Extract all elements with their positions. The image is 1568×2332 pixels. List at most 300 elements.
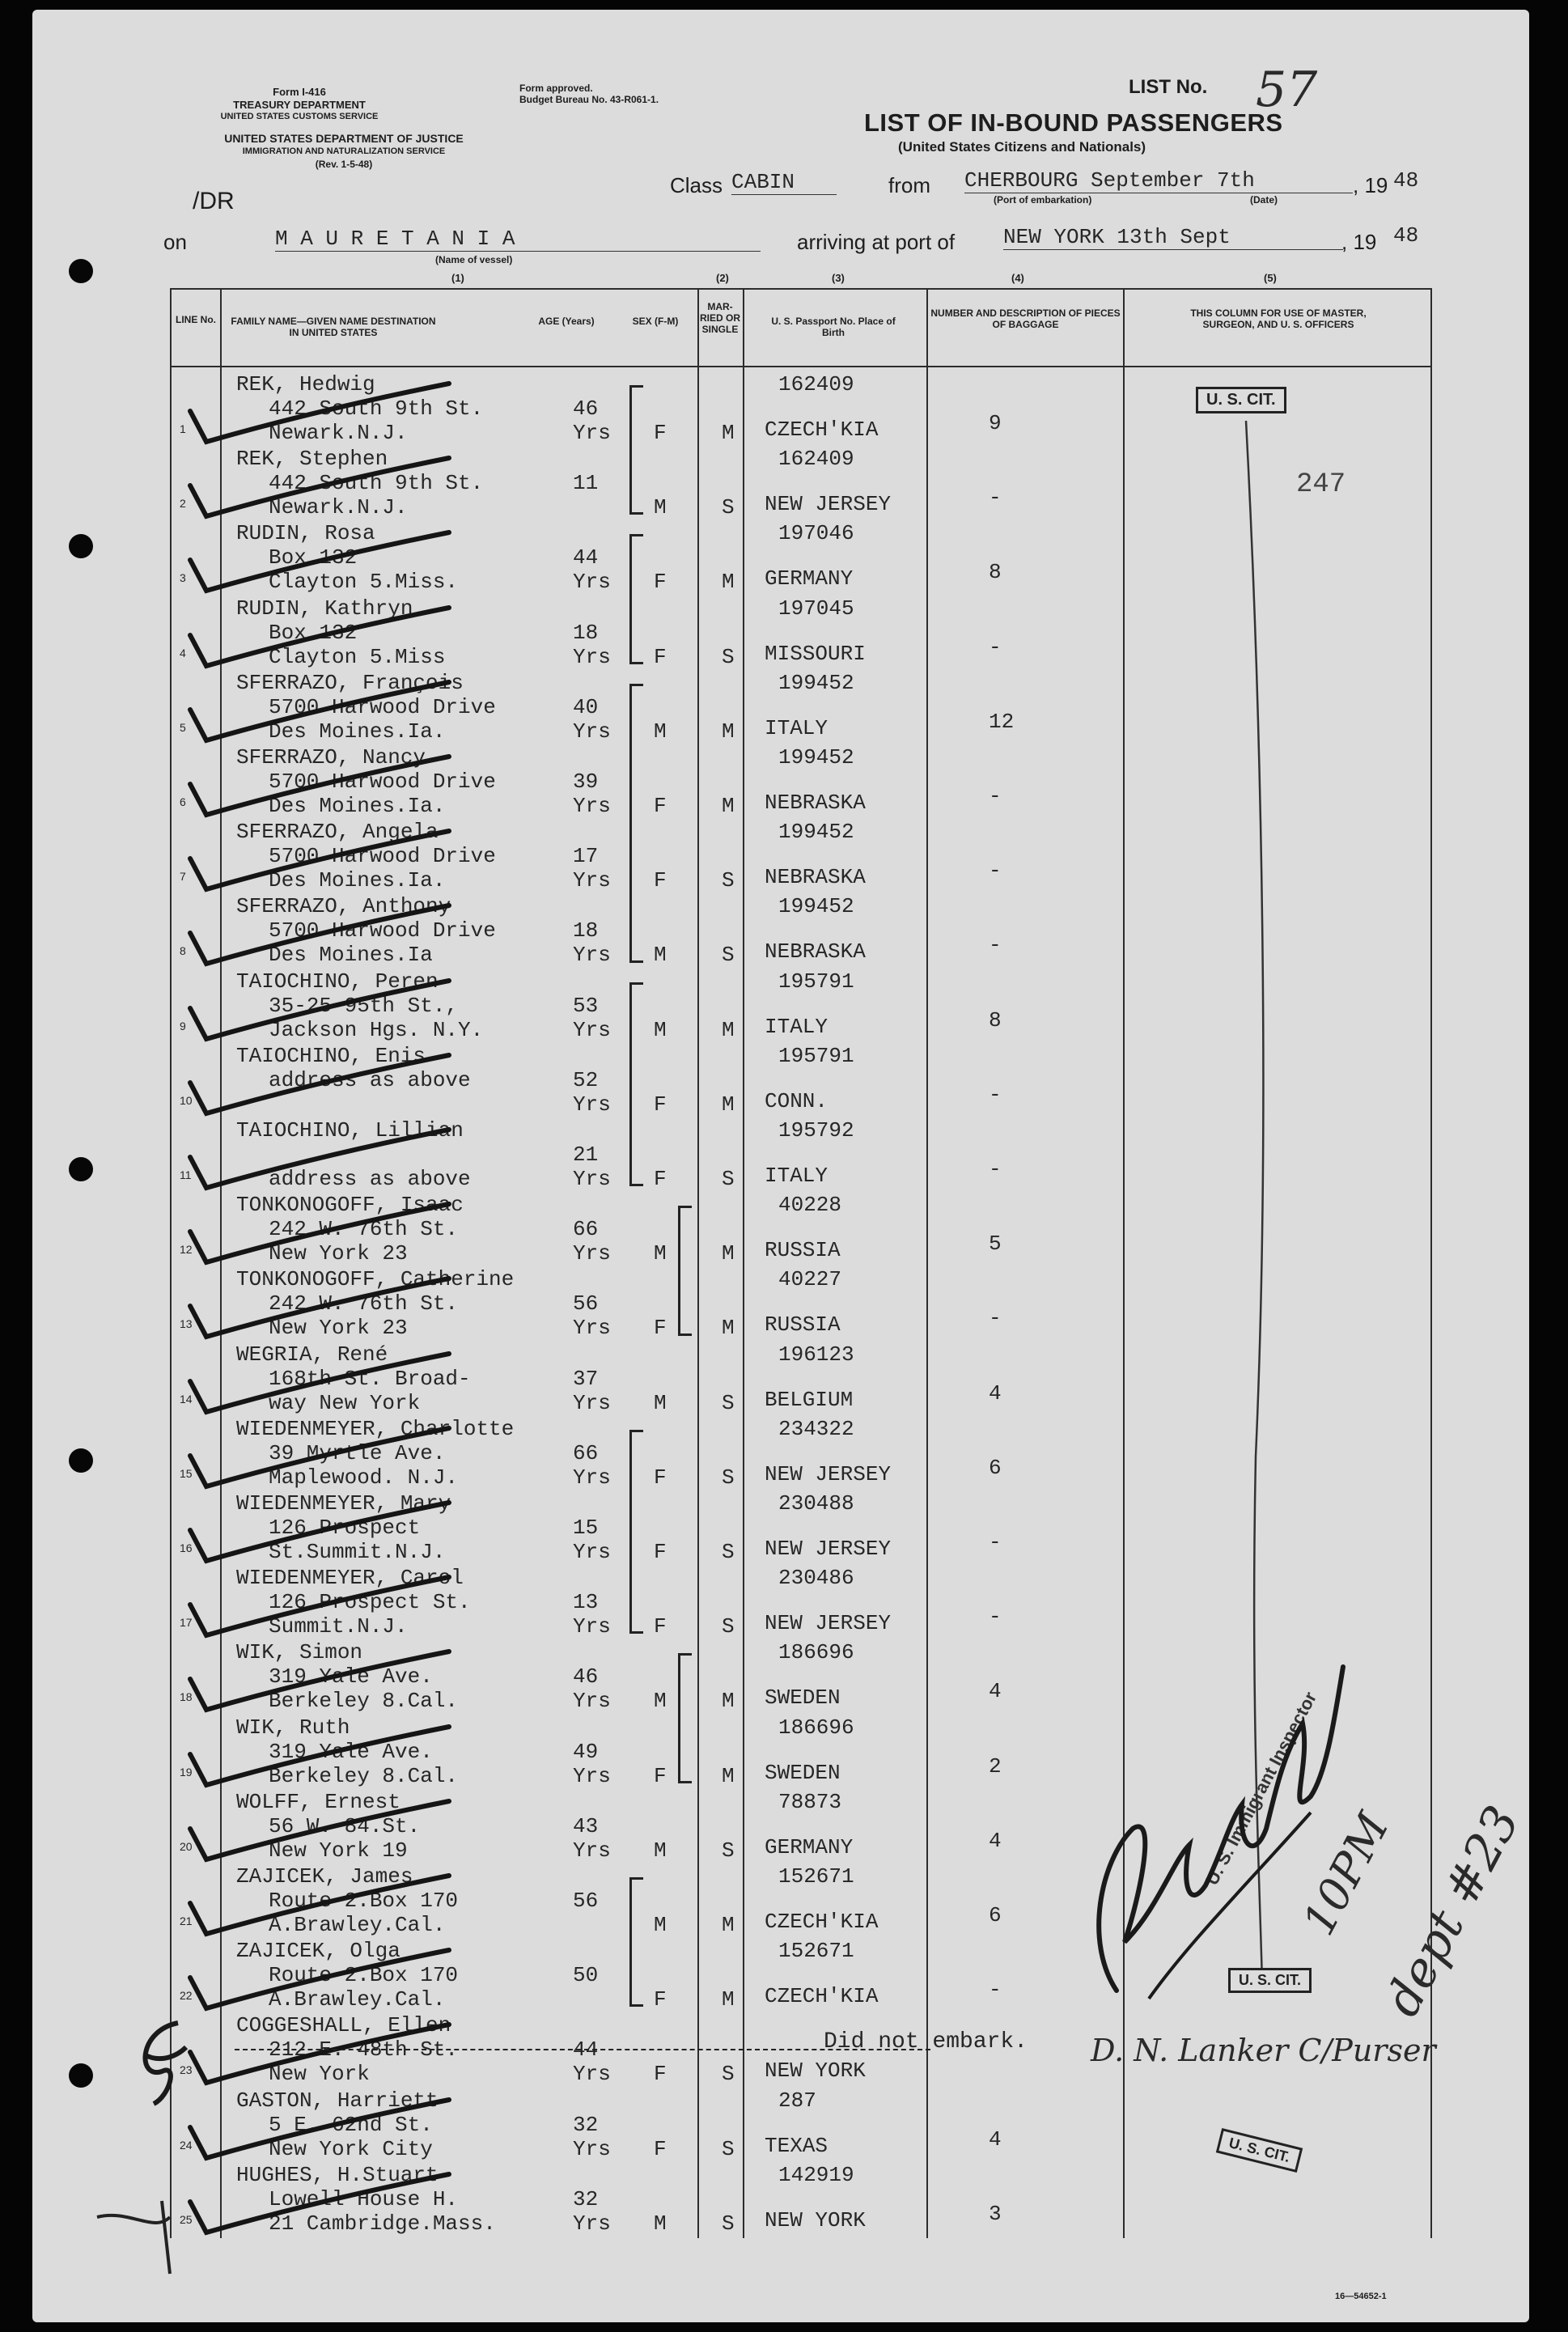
baggage-count: 9 <box>989 411 1002 435</box>
line-number: 4 <box>180 646 186 659</box>
age-unit: Yrs <box>573 421 611 445</box>
place-of-birth: GERMANY <box>765 566 854 591</box>
baggage-count: - <box>989 1306 1002 1331</box>
passenger-name: TONKONOGOFF, Isaac <box>236 1193 464 1218</box>
baggage-count: - <box>989 784 1002 808</box>
punch-hole <box>69 1448 93 1473</box>
place-of-birth: NEW JERSEY <box>765 1611 892 1636</box>
col-header-name: FAMILY NAME—GIVEN NAME DESTINATION IN UNITED STATES <box>231 316 436 338</box>
port-embark-caption: (Port of embarkation) <box>994 194 1092 206</box>
check-mark <box>174 1125 465 1198</box>
on-label: on <box>163 230 187 254</box>
age-unit: Yrs <box>573 2211 611 2236</box>
marital-status: M <box>722 719 735 744</box>
check-mark <box>174 1050 465 1123</box>
line-number: 6 <box>180 795 186 808</box>
col-header-married: MAR-RIED OR SINGLE <box>699 301 740 335</box>
marital-status: M <box>722 1241 735 1266</box>
marital-status: S <box>722 2211 735 2236</box>
check-mark <box>174 1498 465 1571</box>
baggage-count: 8 <box>989 560 1002 585</box>
col-header-officers: THIS COLUMN FOR USE OF MASTER, SURGEON, AND U. S. OFFICERS <box>1190 307 1367 330</box>
check-mark <box>174 1796 465 1869</box>
check-mark <box>174 1945 465 2018</box>
address-line: Des Moines.Ia. <box>269 794 446 818</box>
col-divider <box>697 290 699 2238</box>
line-number: 12 <box>180 1243 193 1257</box>
passenger-name: REK, Stephen <box>236 447 388 472</box>
age: 15 <box>573 1516 599 1540</box>
check-mark <box>174 1423 465 1496</box>
line-number: 14 <box>180 1392 193 1406</box>
age: 17 <box>573 844 599 869</box>
address-line: address as above <box>269 1067 471 1092</box>
passport-number: 152671 <box>778 1939 854 1964</box>
passport-number: 199452 <box>778 820 854 845</box>
age: 43 <box>573 1813 599 1838</box>
passenger-name: SFERRAZO, Angela <box>236 820 439 845</box>
col-header-sex: SEX (F-M) <box>632 316 679 327</box>
line-number: 18 <box>180 1690 193 1704</box>
check-mark <box>174 1871 465 1944</box>
baggage-count: - <box>989 859 1002 884</box>
marital-status: M <box>722 1763 735 1788</box>
address-line: 5700 Harwood Drive <box>269 770 496 794</box>
address-line: New York 23 <box>269 1241 408 1266</box>
passport-number: 195792 <box>778 1118 854 1143</box>
line-number: 13 <box>180 1317 193 1331</box>
age: 46 <box>573 1664 599 1690</box>
line-number: 10 <box>180 1093 193 1107</box>
sex: F <box>654 2136 667 2161</box>
check-mark <box>174 752 465 825</box>
check-mark <box>174 528 465 600</box>
family-bracket <box>629 534 643 664</box>
family-bracket <box>678 1653 692 1783</box>
passport-number: 195791 <box>778 1043 854 1068</box>
address-line: A.Brawley.Cal. <box>269 1913 446 1937</box>
check-mark <box>174 453 465 526</box>
justice-dept: UNITED STATES DEPARTMENT OF JUSTICE <box>224 132 464 145</box>
age: 11 <box>573 471 599 496</box>
address-line: Route 2.Box 170 <box>269 1963 459 1988</box>
sex: F <box>654 1167 667 1191</box>
passport-number: 40227 <box>778 1267 842 1292</box>
check-mark <box>174 1572 465 1645</box>
place-of-birth: NEW JERSEY <box>765 492 892 517</box>
us-cit-stamp: U. S. CIT. <box>1196 387 1286 413</box>
check-mark <box>174 2095 465 2168</box>
passenger-name: GASTON, Harriett <box>236 2088 439 2113</box>
line-number: 9 <box>180 1019 186 1032</box>
age: 46 <box>573 396 599 421</box>
place-of-birth: RUSSIA <box>765 1312 841 1338</box>
address-line: way New York <box>269 1390 421 1415</box>
sex: M <box>654 943 667 968</box>
passenger-name: WIK, Simon <box>236 1640 363 1665</box>
check-mark <box>174 1199 465 1272</box>
list-no-value: 57 <box>1256 61 1318 118</box>
passport-number: 162409 <box>778 447 854 472</box>
place-of-birth: TEXAS <box>765 2133 828 2158</box>
col-num-3: (3) <box>832 272 845 284</box>
address-line: 242 W. 76th St. <box>269 1217 459 1242</box>
address-line: 212 E. 48th St. <box>269 2037 459 2063</box>
age: 49 <box>573 1739 599 1764</box>
baggage-count: 8 <box>989 1007 1002 1032</box>
address-line: 35-25 95th St., <box>269 993 459 1018</box>
footer-code: 16—54652-1 <box>1335 2292 1387 2301</box>
age-unit: Yrs <box>573 1540 611 1564</box>
place-of-birth: CZECH'KIA <box>765 1910 879 1934</box>
marital-status: M <box>722 1987 735 2012</box>
age: 32 <box>573 2186 599 2211</box>
address-line: New York City <box>269 2136 433 2161</box>
marital-status: M <box>722 570 735 595</box>
purser-note: D. N. Lanker C/Purser <box>1091 2033 1436 2068</box>
marital-status: S <box>722 1167 735 1191</box>
age-unit: Yrs <box>573 794 611 818</box>
baggage-count: 4 <box>989 2126 1002 2152</box>
age-unit: Yrs <box>573 644 611 669</box>
place-of-birth: MISSOURI <box>765 641 866 666</box>
from-year-prefix: , 19 <box>1353 173 1388 197</box>
passport-number: 199452 <box>778 745 854 770</box>
line-number: 11 <box>180 1168 192 1181</box>
line-number: 24 <box>180 2138 193 2152</box>
address-line: 5700 Harwood Drive <box>269 694 496 719</box>
passenger-name: WOLFF, Ernest <box>236 1789 400 1814</box>
passport-number: 195791 <box>778 969 854 994</box>
address-line: 21 Cambridge.Mass. <box>269 2211 496 2236</box>
line-number: 22 <box>180 1989 193 2003</box>
place-of-birth: NEBRASKA <box>765 865 866 890</box>
age: 21 <box>573 1143 599 1167</box>
baggage-count: - <box>989 1978 1002 2003</box>
baggage-count: 6 <box>989 1455 1002 1480</box>
table-top-rule <box>170 288 1432 290</box>
list-no-label: LIST No. <box>1129 76 1208 98</box>
address-line: 39 Myrtle Ave. <box>269 1440 446 1465</box>
age-unit: Yrs <box>573 2136 611 2161</box>
col-divider <box>926 290 928 2238</box>
margin-mark <box>81 2185 194 2282</box>
marital-status: S <box>722 2136 735 2161</box>
address-line: address as above <box>269 1167 471 1191</box>
passport-number: 230488 <box>778 1491 854 1516</box>
check-mark <box>174 976 465 1049</box>
col-header-line: LINE No. <box>176 314 216 325</box>
passenger-name: ZAJICEK, James <box>236 1864 413 1889</box>
age: 56 <box>573 1889 599 1913</box>
check-mark <box>174 826 465 899</box>
dr-note: /DR <box>193 188 235 214</box>
address-line: A.Brawley.Cal. <box>269 1987 446 2012</box>
sex: F <box>654 1316 667 1341</box>
passport-number: 142919 <box>778 2162 854 2187</box>
sex: M <box>654 1390 667 1415</box>
line-number: 5 <box>180 720 186 734</box>
line-number: 25 <box>180 2212 193 2226</box>
address-line: Berkeley 8.Cal. <box>269 1689 459 1714</box>
marital-status: S <box>722 1540 735 1564</box>
sex: M <box>654 1838 667 1863</box>
passport-number: 234322 <box>778 1416 854 1441</box>
family-bracket <box>678 1206 692 1335</box>
age: 50 <box>573 1963 599 1988</box>
place-of-birth: CONN. <box>765 1088 828 1113</box>
baggage-count: 2 <box>989 1753 1002 1779</box>
address-line: Newark.N.J. <box>269 495 408 520</box>
passenger-name: WIEDENMEYER, Mary <box>236 1491 451 1516</box>
address-line: 5700 Harwood Drive <box>269 918 496 943</box>
passenger-name: WIK, Ruth <box>236 1715 350 1740</box>
treasury-dept: TREASURY DEPARTMENT <box>233 99 366 111</box>
class-label: Class <box>670 173 723 197</box>
age: 37 <box>573 1366 599 1391</box>
place-of-birth: GERMANY <box>765 1834 854 1859</box>
inspector-caption: U. S. Immigrant Inspector <box>1201 1688 1321 1889</box>
address-line: 5700 Harwood Drive <box>269 844 496 869</box>
baggage-count: - <box>989 634 1002 659</box>
sex: F <box>654 570 667 595</box>
age: 40 <box>573 694 599 719</box>
sex: M <box>654 2211 667 2236</box>
baggage-count: - <box>989 1157 1002 1181</box>
sex: F <box>654 794 667 818</box>
address-line: Des Moines.Ia. <box>269 868 446 893</box>
baggage-count: 3 <box>989 2201 1002 2226</box>
marital-status: M <box>722 1913 735 1937</box>
passenger-name: SFERRAZO, Nancy <box>236 745 426 770</box>
marital-status: S <box>722 1838 735 1863</box>
punch-hole <box>69 1157 93 1181</box>
place-of-birth: NEW YORK <box>765 2207 866 2232</box>
manifest-title: LIST OF IN-BOUND PASSENGERS <box>864 108 1283 137</box>
age-unit: Yrs <box>573 943 611 968</box>
address-line: 126 Prospect St. <box>269 1590 471 1615</box>
place-of-birth: ITALY <box>765 1164 828 1188</box>
ins-service: IMMIGRATION AND NATURALIZATION SERVICE <box>242 146 446 156</box>
place-of-birth: CZECH'KIA <box>765 418 879 442</box>
passenger-name: WIEDENMEYER, Charlotte <box>236 1416 515 1441</box>
sex: F <box>654 868 667 893</box>
col-num-5: (5) <box>1264 272 1277 284</box>
marital-status: M <box>722 794 735 818</box>
passport-number: 186696 <box>778 1715 854 1740</box>
sex: M <box>654 1913 667 1937</box>
passenger-name: SFERRAZO, Anthony <box>236 894 451 919</box>
age-unit: Yrs <box>573 1316 611 1341</box>
line-number: 7 <box>180 870 186 884</box>
line-number: 17 <box>180 1616 193 1630</box>
address-line: Berkeley 8.Cal. <box>269 1763 459 1788</box>
dept-note: dept #23 <box>1374 1796 1532 2025</box>
address-line: Clayton 5.Miss <box>269 644 446 669</box>
age-unit: Yrs <box>573 1838 611 1863</box>
marital-status: M <box>722 1316 735 1341</box>
marital-status: S <box>722 868 735 893</box>
place-of-birth: NEW JERSEY <box>765 1537 892 1561</box>
address-line: Des Moines.Ia. <box>269 719 446 744</box>
sex: F <box>654 1465 667 1490</box>
age-unit: Yrs <box>573 1763 611 1788</box>
sex: M <box>654 1689 667 1714</box>
address-line: New York 19 <box>269 1838 408 1863</box>
from-year: 48 <box>1393 168 1419 193</box>
marital-status: S <box>722 495 735 520</box>
address-line: 319 Yale Ave. <box>269 1739 433 1764</box>
address-line: 319 Yale Ave. <box>269 1664 433 1690</box>
age: 66 <box>573 1440 599 1465</box>
date-caption: (Date) <box>1250 194 1278 206</box>
baggage-count: - <box>989 1082 1002 1107</box>
baggage-count: - <box>989 1530 1002 1554</box>
age: 18 <box>573 918 599 943</box>
sex: F <box>654 1763 667 1788</box>
place-of-birth: ITALY <box>765 1014 828 1039</box>
marital-status: S <box>722 1614 735 1639</box>
passport-number: 162409 <box>778 372 854 396</box>
inspector-signature <box>1068 1618 1359 2039</box>
baggage-count: 4 <box>989 1679 1002 1704</box>
family-bracket <box>629 1430 643 1635</box>
age-unit: Yrs <box>573 1465 611 1490</box>
marital-status: S <box>722 943 735 968</box>
baggage-count: 4 <box>989 1828 1002 1853</box>
family-bracket <box>629 385 643 515</box>
marital-status: S <box>722 1465 735 1490</box>
place-of-birth: CZECH'KIA <box>765 1984 879 2009</box>
address-line: Clayton 5.Miss. <box>269 570 459 595</box>
place-of-birth: NEW JERSEY <box>765 1461 892 1486</box>
baggage-count: 6 <box>989 1903 1002 1927</box>
passport-number: 199452 <box>778 894 854 919</box>
sex: F <box>654 421 667 445</box>
address-line: Maplewood. N.J. <box>269 1465 459 1490</box>
age: 56 <box>573 1291 599 1317</box>
time-note: 10PM <box>1293 1804 1399 1944</box>
check-mark <box>174 2020 465 2092</box>
check-mark <box>174 603 465 676</box>
passenger-name: COGGESHALL, Ellen <box>236 2013 451 2038</box>
place-of-birth: BELGIUM <box>765 1387 854 1412</box>
marital-status: M <box>722 1689 735 1714</box>
age: 53 <box>573 993 599 1018</box>
family-bracket <box>629 684 643 963</box>
passport-number: 196123 <box>778 1342 854 1367</box>
passenger-name: ZAJICEK, Olga <box>236 1939 400 1964</box>
baggage-count: - <box>989 933 1002 958</box>
check-mark <box>174 1349 465 1422</box>
age-unit: Yrs <box>573 1689 611 1714</box>
address-line: St.Summit.N.J. <box>269 1540 446 1564</box>
passport-number: 230486 <box>778 1566 854 1591</box>
address-line: Lowell House H. <box>269 2186 459 2211</box>
vessel-name: M A U R E T A N I A <box>275 227 761 252</box>
address-line: Jackson Hgs. N.Y. <box>269 1017 484 1042</box>
passenger-name: SFERRAZO, François <box>236 670 464 695</box>
age: 13 <box>573 1590 599 1615</box>
line-number: 23 <box>180 2063 193 2077</box>
check-mark <box>174 1722 465 1795</box>
arriving-label: arriving at port of <box>797 230 956 254</box>
marital-status: S <box>722 644 735 669</box>
passport-number: 186696 <box>778 1640 854 1665</box>
us-cit-stamp: U. S. CIT. <box>1216 2128 1303 2173</box>
passport-number: 197045 <box>778 596 854 621</box>
age: 66 <box>573 1217 599 1242</box>
passenger-name: TAIOCHINO, Lillian <box>236 1118 464 1143</box>
did-not-embark-note: Did not embark. <box>824 2029 1028 2054</box>
marital-status: M <box>722 1092 735 1117</box>
col-num-2: (2) <box>716 272 729 284</box>
age-unit: Yrs <box>573 570 611 595</box>
line-number: 1 <box>180 422 186 435</box>
age: 32 <box>573 2112 599 2137</box>
sex: F <box>654 1614 667 1639</box>
address-line: 442 South 9th St. <box>269 396 484 421</box>
passenger-name: REK, Hedwig <box>236 372 375 396</box>
check-mark <box>174 1647 465 1719</box>
form-approved: Form approved. <box>519 83 593 94</box>
check-mark <box>174 901 465 973</box>
sex: M <box>654 1017 667 1042</box>
passenger-name: WIEDENMEYER, Carol <box>236 1566 464 1591</box>
col-divider <box>170 290 172 2238</box>
manifest-subtitle: (United States Citizens and Nationals) <box>898 139 1146 155</box>
baggage-count: - <box>989 485 1002 511</box>
place-of-birth: RUSSIA <box>765 1238 841 1263</box>
baggage-count: - <box>989 1605 1002 1630</box>
address-line: Route 2.Box 170 <box>269 1889 459 1913</box>
address-line: Des Moines.Ia <box>269 943 433 968</box>
line-number: 21 <box>180 1914 193 1927</box>
sex: M <box>654 719 667 744</box>
margin-initials <box>121 2007 194 2120</box>
age: 18 <box>573 620 599 645</box>
from-value: CHERBOURG September 7th <box>964 168 1353 193</box>
arrival-value: NEW YORK 13th Sept <box>1003 225 1343 250</box>
col-divider <box>743 290 744 2238</box>
passenger-name: TAIOCHINO, Enis <box>236 1043 426 1068</box>
table-header-rule <box>170 366 1432 367</box>
address-line: 126 Prospect <box>269 1516 421 1540</box>
sex: F <box>654 1092 667 1117</box>
baggage-count: 12 <box>989 709 1015 734</box>
line-number: 16 <box>180 1541 193 1554</box>
punch-hole <box>69 2063 93 2088</box>
col-header-passport: U. S. Passport No. Place of Birth <box>771 316 896 338</box>
address-line: 56 W. 84.St. <box>269 1813 421 1838</box>
punch-hole <box>69 259 93 283</box>
marital-status: S <box>722 1390 735 1415</box>
passport-number: 78873 <box>778 1789 842 1814</box>
baggage-count: 5 <box>989 1232 1002 1257</box>
age-unit: Yrs <box>573 2062 611 2087</box>
passenger-name: RUDIN, Rosa <box>236 521 375 546</box>
baggage-count: 4 <box>989 1380 1002 1406</box>
passenger-name: WEGRIA, René <box>236 1342 388 1367</box>
passenger-name: TAIOCHINO, Peren <box>236 969 439 994</box>
passenger-name: RUDIN, Kathryn <box>236 596 413 621</box>
class-value: CABIN <box>731 170 837 195</box>
age-unit: Yrs <box>573 1614 611 1639</box>
line-number: 20 <box>180 1839 193 1853</box>
address-line: Box 132 <box>269 620 358 645</box>
marital-status: S <box>722 2062 735 2087</box>
marital-status: M <box>722 421 735 445</box>
